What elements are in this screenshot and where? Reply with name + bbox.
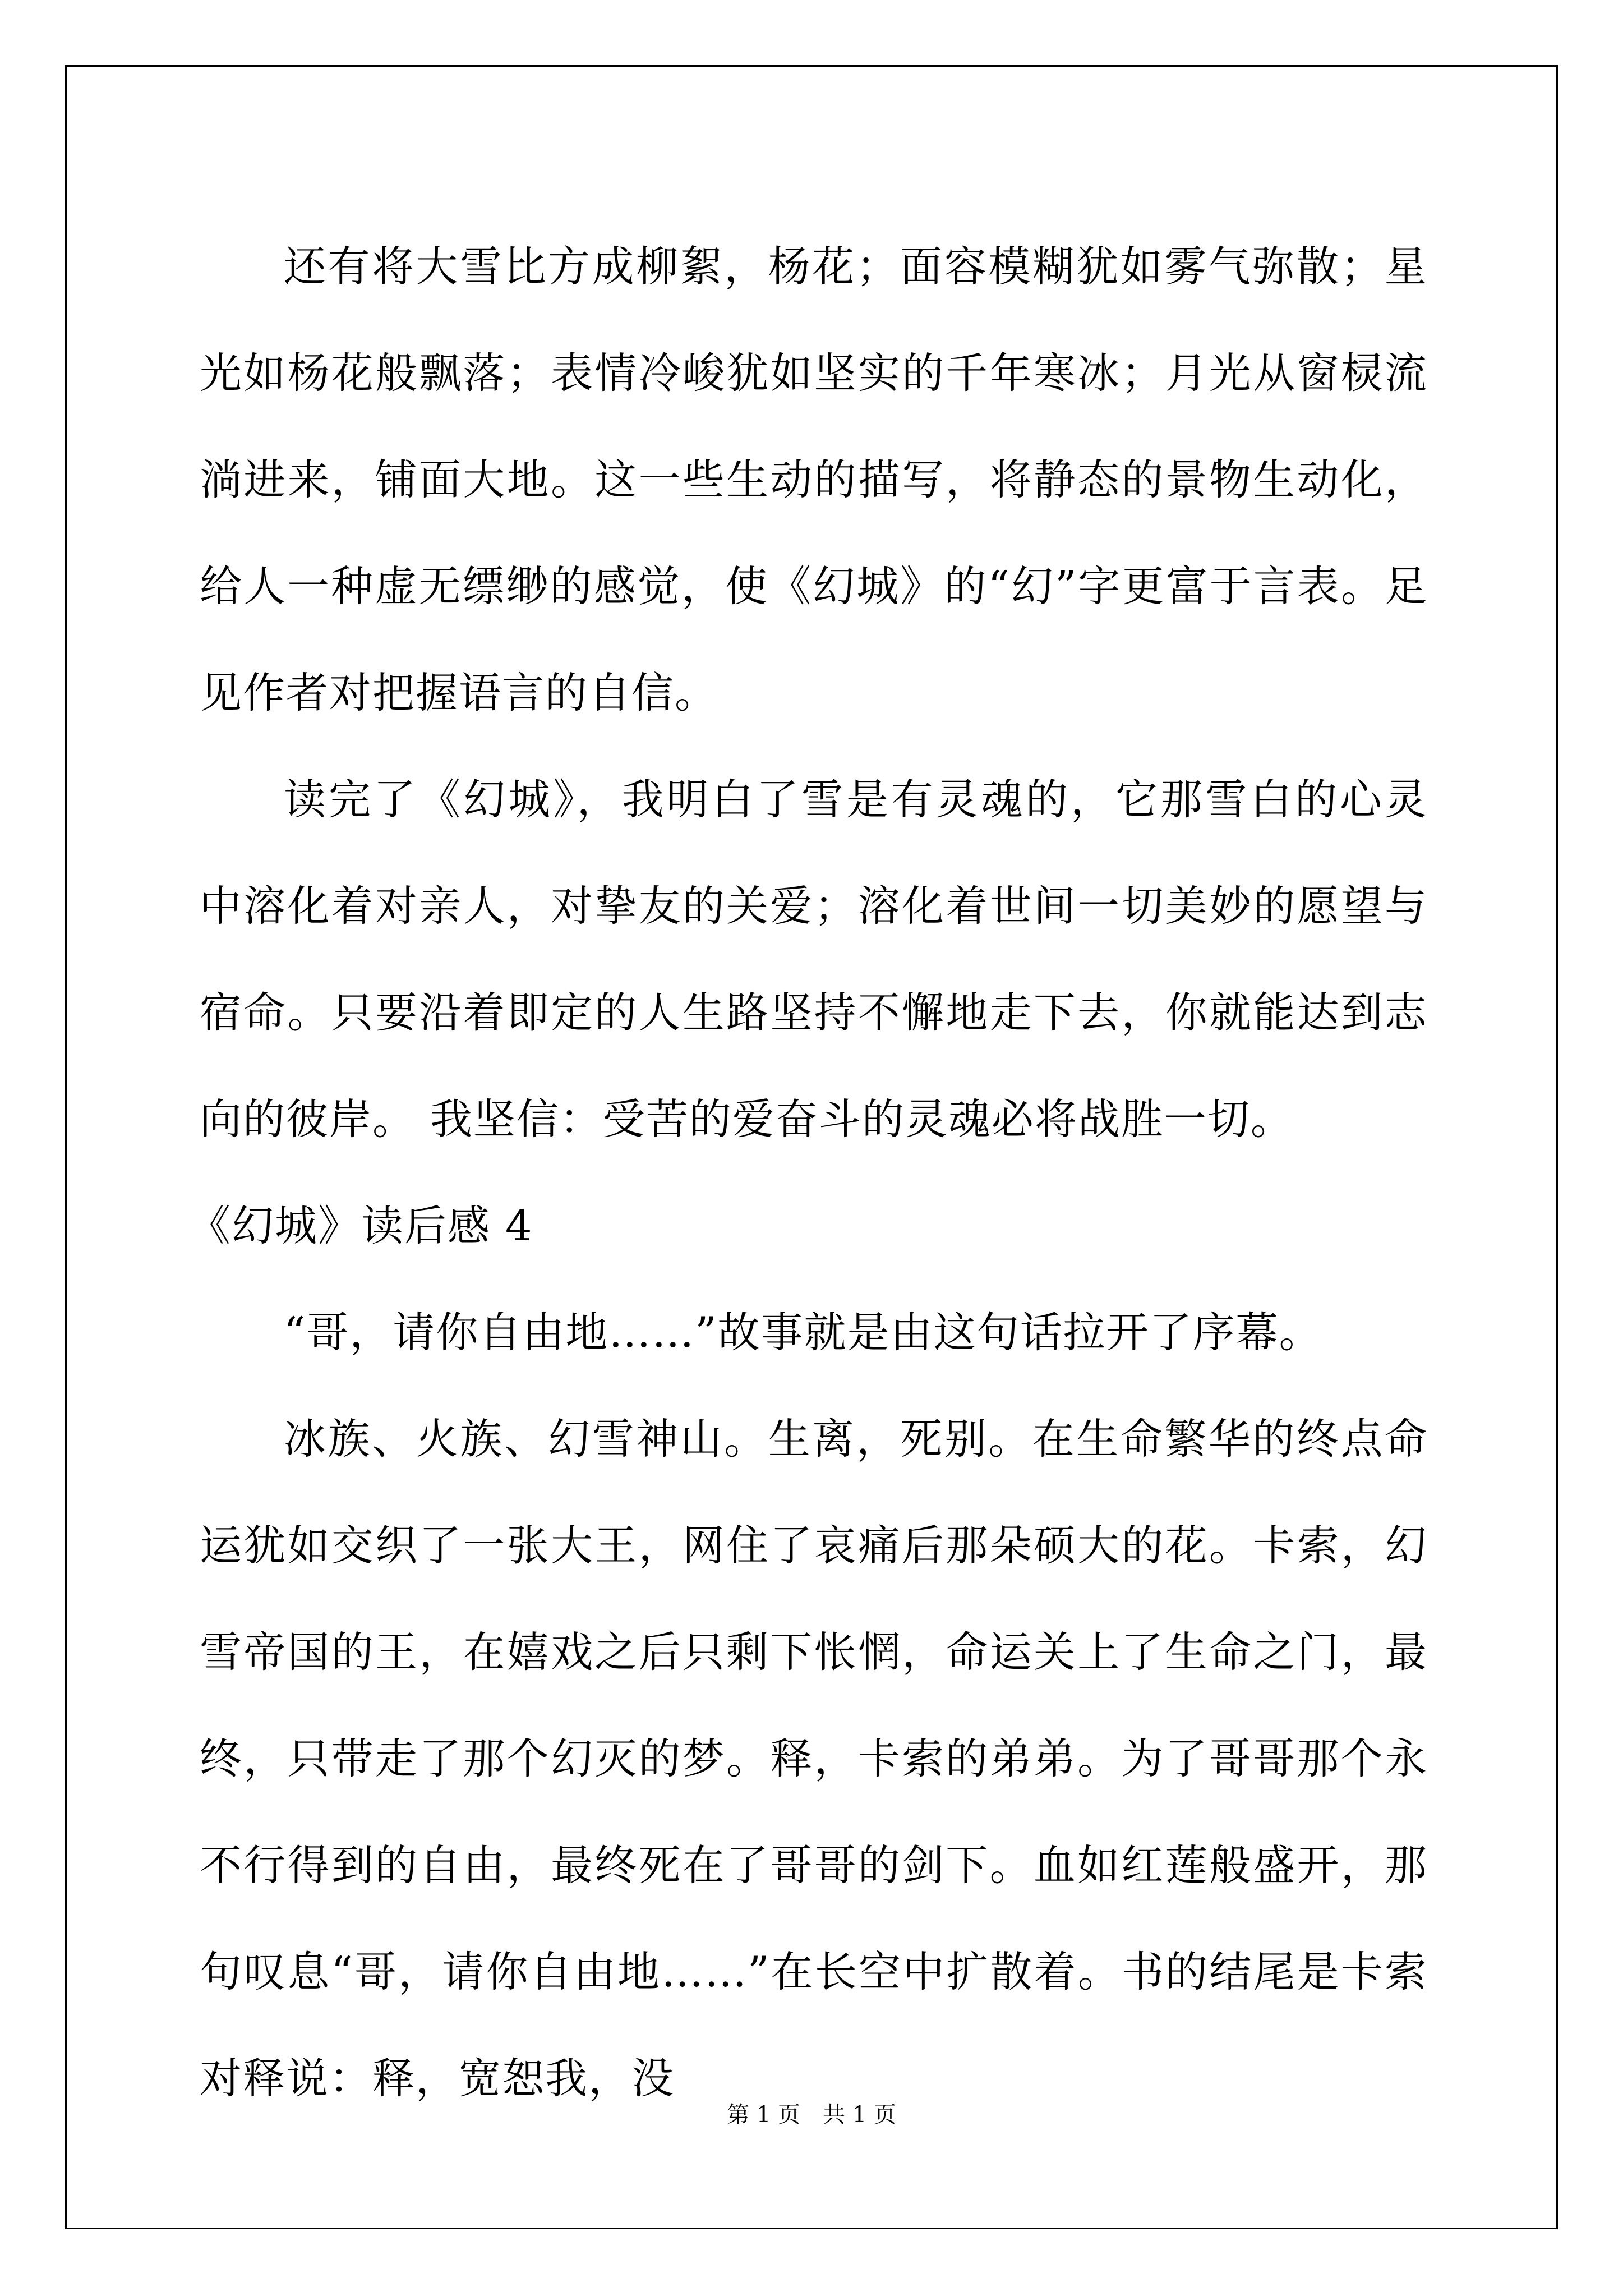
page-total: 共 1 页 (823, 2102, 896, 2128)
paragraph: 读完了《幻城》，我明白了雪是有灵魂的，它那雪白的心灵中溶化着对亲人，对挚友的关爱；溶化着世间一切美妙的愿望与宿命。只要沿着即定的人生路坚持不懈地走下去，你就能达到志向的彼岸。 我坚信：受苦的爱奋斗的灵魂必将战胜一切。 (200, 775, 1428, 1144)
section-title: 《幻城》读后感 4 (188, 1201, 533, 1250)
paragraph: 还有将大雪比方成柳絮，杨花；面容模糊犹如雾气弥散；星光如杨花般飘落；表情冷峻犹如坚实的千年寒冰；月光从窗棂流淌进来，铺面大地。这一些生动的描写，将静态的景物生动化，给人一种虚无缥缈的感觉，使《幻城》的“幻”字更富于言表。足见作者对把握语言的自信。 (200, 242, 1428, 717)
page-footer (0, 2098, 1623, 2132)
paragraph: 冰族、火族、幻雪神山。生离，死别。在生命繁华的终点命运犹如交织了一张大王，网住了哀痛后那朵硕大的花。卡索，幻雪帝国的王，在嬉戏之后只剩下怅惘，命运关上了生命之门，最终，只带走了那个幻灭的梦。释，卡索的弟弟。为了哥哥那个永不行得到的自由，最终死在了哥哥的剑下。血如红莲般盛开，那句叹息“哥，请你自由地……”在长空中扩散着。书的结尾是卡索对释说：释，宽恕我，没 (200, 1414, 1428, 2103)
paragraph: “哥，请你自由地……”故事就是由这句话拉开了序幕。 (284, 1308, 1322, 1357)
document-body (188, 213, 1428, 2132)
page-number: 第 1 页 (727, 2102, 800, 2128)
